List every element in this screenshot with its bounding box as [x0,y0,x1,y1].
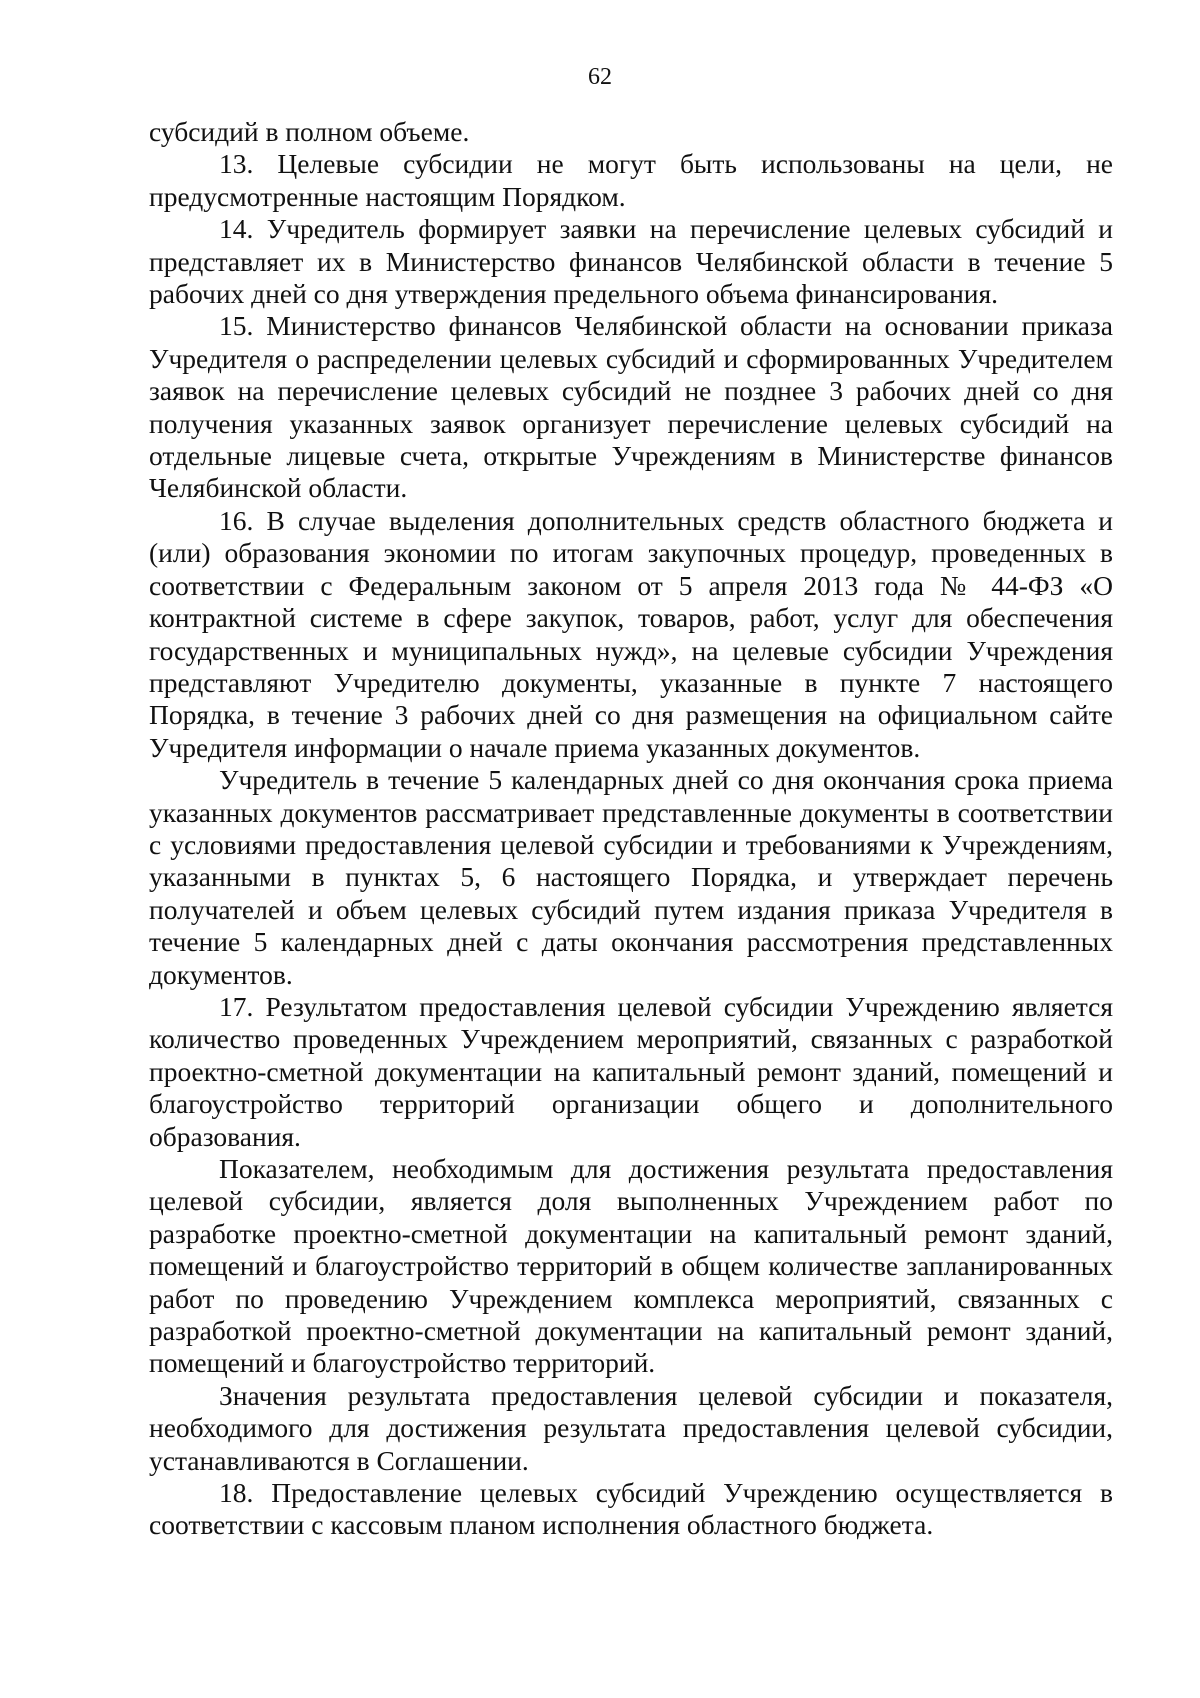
paragraph-item-15: 15. Министерство финансов Челябинской области на основании приказа Учредителя о распределении целевых субсидий и сформированных Учредителем заявок на перечисление целевых субсидий не позднее 3 рабочих дней со дня получения указанных заявок организует перечисление целевых субсидий на отдельные лицевые счета, открытые Учреждениям в Министерстве финансов Челябинской области. [149,310,1113,504]
paragraph-item-17-indicator: Показателем, необходимым для достижения результата предоставления целевой субсидии, является доля выполненных Учреждением работ по разработке проектно-сметной документации на капитальный ремонт зданий, помещений и благоустройство территорий в общем количестве запланированных работ по проведению Учреждением комплекса мероприятий, связанных с разработкой проектно-сметной документации на капитальный ремонт зданий, помещений и благоустройство территорий. [149,1153,1113,1379]
paragraph-item-14: 14. Учредитель формирует заявки на перечисление целевых субсидий и представляет их в Министерство финансов Челябинской области в течение 5 рабочих дней со дня утверждения предельного объема финансирования. [149,213,1113,310]
paragraph-item-18: 18. Предоставление целевых субсидий Учреждению осуществляется в соответствии с кассовым планом исполнения областного бюджета. [149,1477,1113,1541]
page-number: 62 [588,64,612,90]
paragraph-item-17: 17. Результатом предоставления целевой субсидии Учреждению является количество проведенных Учреждением мероприятий, связанных с разработкой проектно-сметной документации на капитальный ремонт зданий, помещений и благоустройство территорий организации общего и дополнительного образования. [149,990,1113,1152]
paragraph-continuation: субсидий в полном объеме. [149,116,470,147]
document-body [149,116,1113,1542]
paragraph-item-16-review: Учредитель в течение 5 календарных дней со дня окончания срока приема указанных документов рассматривает представленные документы в соответствии с условиями предоставления целевой субсидии и требованиями к Учреждениям, указанными в пунктах 5, 6 настоящего Порядка, и утверждает перечень получателей и объем целевых субсидий путем издания приказа Учредителя в течение 5 календарных дней с даты окончания рассмотрения представленных документов. [149,764,1113,990]
paragraph-item-16: 16. В случае выделения дополнительных средств областного бюджета и (или) образования экономии по итогам закупочных процедур, проведенных в соответствии с Федеральным законом от 5 апреля 2013 года № 44-ФЗ «О контрактной системе в сфере закупок, товаров, работ, услуг для обеспечения государственных и муниципальных нужд», на целевые субсидии Учреждения представляют Учредителю документы, указанные в пункте 7 настоящего Порядка, в течение 3 рабочих дней со дня размещения на официальном сайте Учредителя информации о начале приема указанных документов. [149,504,1113,763]
paragraph-item-17-values: Значения результата предоставления целевой субсидии и показателя, необходимого для достижения результата предоставления целевой субсидии, устанавливаются в Соглашении. [149,1379,1113,1476]
paragraph-item-13: 13. Целевые субсидии не могут быть использованы на цели, не предусмотренные настоящим Порядком. [149,148,1113,212]
